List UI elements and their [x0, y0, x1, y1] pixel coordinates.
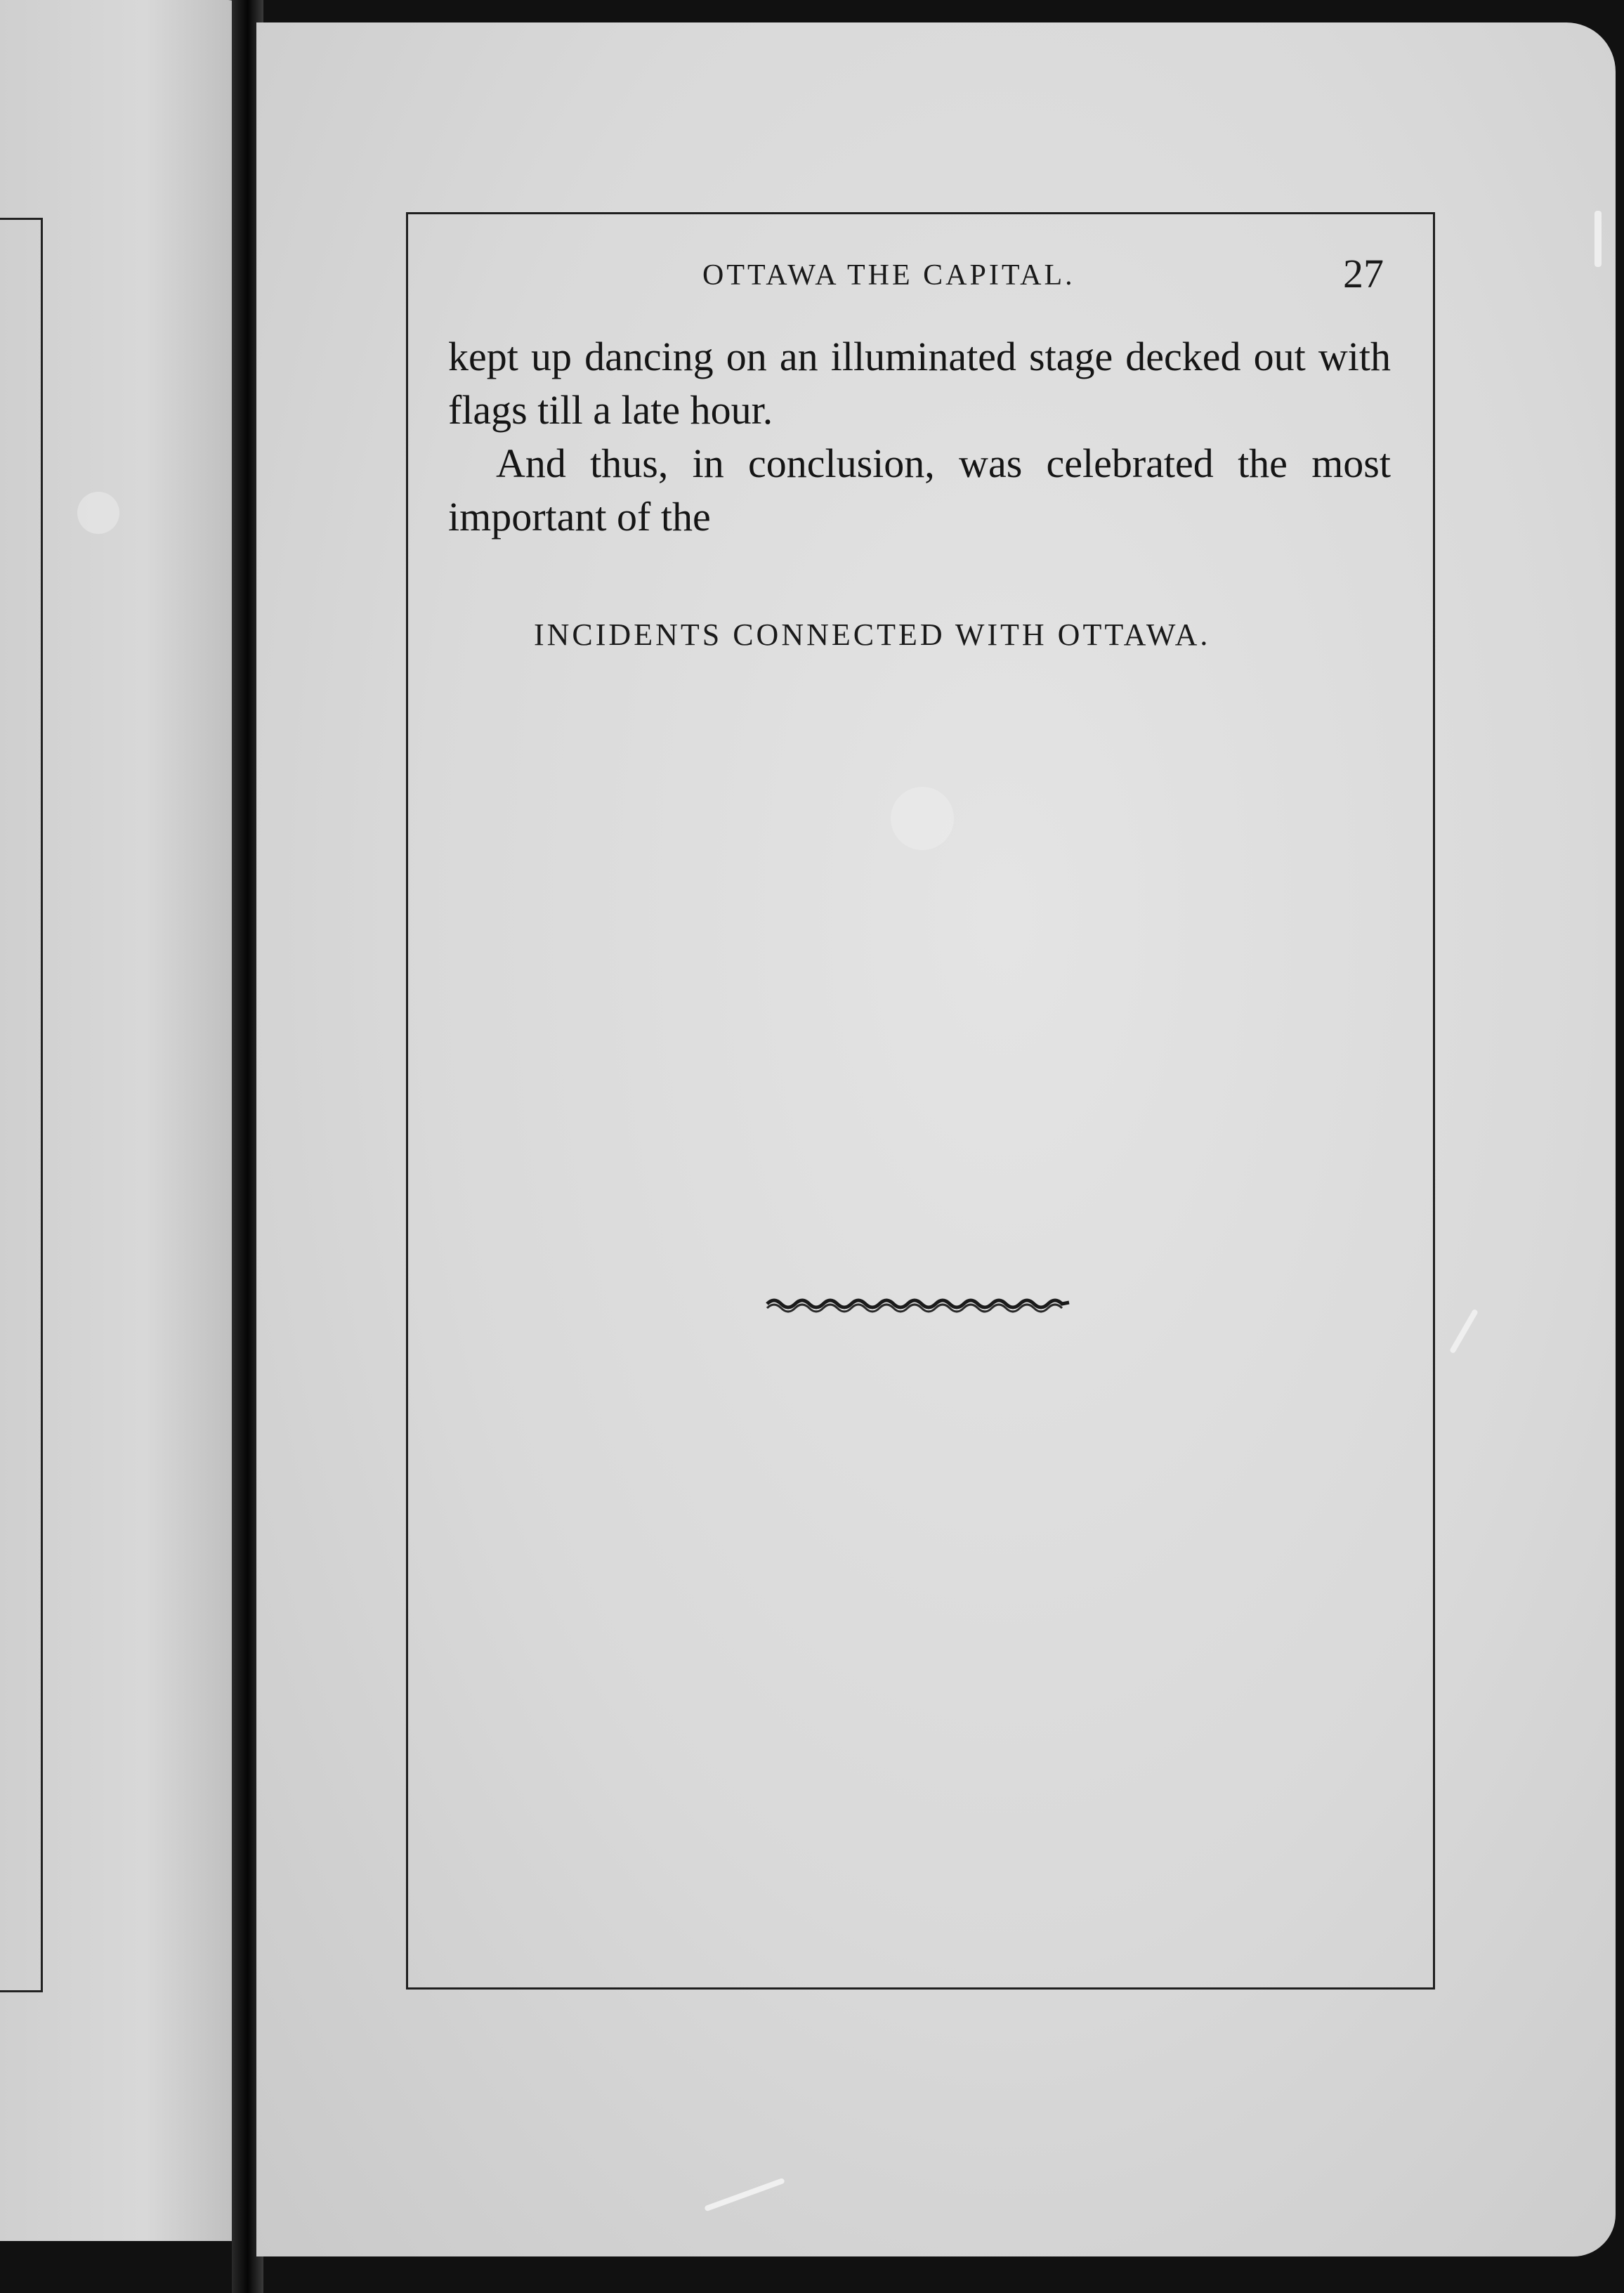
dust-speck [77, 492, 119, 534]
left-page-frame [0, 218, 43, 1992]
page-number: 27 [1343, 251, 1384, 296]
wavy-rule-ornament [764, 1294, 1072, 1318]
paragraph: kept up dancing on an illuminated stage decked out with flags till a late hour. [448, 334, 1391, 433]
dust-speck [891, 787, 954, 850]
body-text [448, 330, 1391, 544]
paragraph: And thus, in conclusion, was celebrated the most important of the [448, 440, 1391, 540]
dust-speck [1594, 211, 1602, 267]
section-heading: INCIDENTS CONNECTED WITH OTTAWA. [534, 618, 1211, 652]
running-head: OTTAWA THE CAPITAL. [702, 259, 1075, 292]
left-facing-page [0, 0, 242, 2241]
